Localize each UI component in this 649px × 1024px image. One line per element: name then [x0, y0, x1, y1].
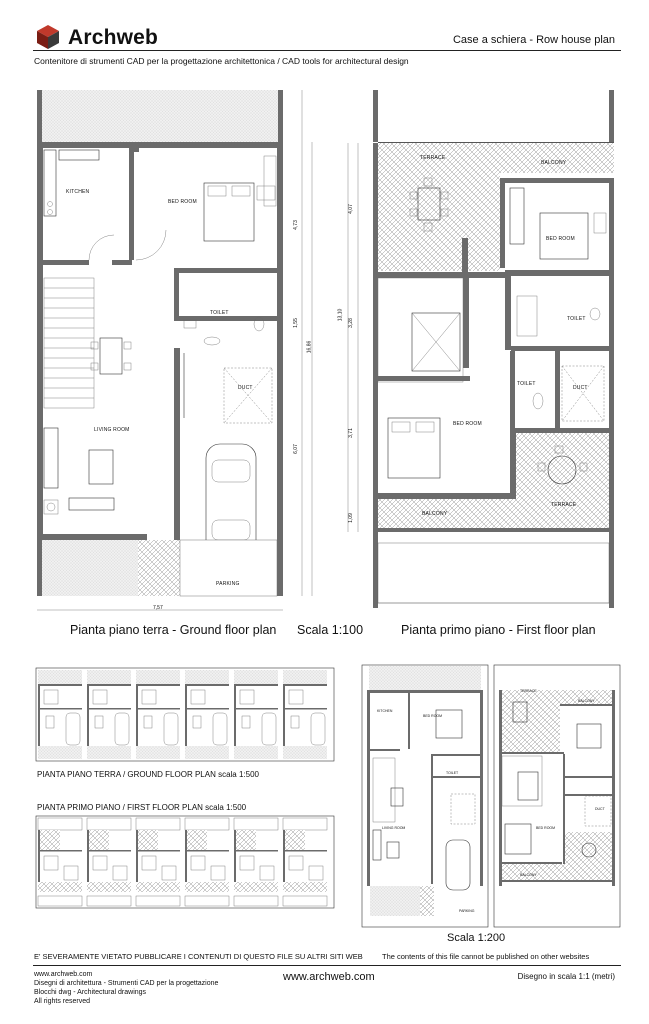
ff-balcony-top-label: BALCONY: [541, 160, 567, 166]
row-first-floor-plan: [36, 816, 336, 911]
ff-terrace-top-label: TERRACE: [420, 155, 446, 161]
ff-toilet-label: TOILET: [567, 316, 586, 322]
footer-line-4: All rights reserved: [34, 998, 91, 1005]
ff-bedroom-right-label: BED ROOM: [546, 236, 575, 242]
ff-balcony-bottom-label: BALCONY: [422, 511, 448, 517]
ff-toilet-center-label: TOILET: [517, 381, 536, 387]
ff-dim-1: 4,07: [347, 204, 354, 214]
footer-website[interactable]: www.archweb.com: [283, 971, 375, 983]
ff-dim-3: 3,71: [347, 428, 354, 438]
header-rule: [33, 50, 621, 51]
archweb-logo: [36, 24, 60, 50]
scale-100-caption: Scala 1:100: [297, 623, 364, 637]
gf200-bedroom-label: BED ROOM: [423, 714, 443, 718]
gf200-living-label: LIVING ROOM: [382, 826, 406, 830]
ground-floor-caption: Pianta piano terra - Ground floor plan: [70, 623, 277, 637]
ground-floor-plan-200: [361, 664, 489, 928]
gf-kitchen-label: KITCHEN: [66, 189, 90, 195]
first-floor-plan-200: [493, 664, 621, 928]
ground-500-caption: PIANTA PIANO TERRA / GROUND FLOOR PLAN scala 1:500: [37, 770, 259, 779]
first-floor-plan: [340, 88, 620, 618]
gf-parking-label: PARKING: [216, 581, 240, 587]
scale-200-caption: Scala 1:200: [447, 932, 506, 944]
ff200-terrace-label: TERRACE: [520, 689, 537, 693]
footer-line-3: Blocchi dwg - Architectural drawings: [34, 989, 147, 996]
notice-italian: E' SEVERAMENTE VIETATO PUBBLICARE I CONTENUTI DI QUESTO FILE SU ALTRI SITI WEB: [34, 952, 363, 961]
gf-total-dim: 16,86: [306, 340, 313, 354]
ff200-bedroom-label: BED ROOM: [536, 826, 556, 830]
ff-total-dim: 13,10: [337, 308, 344, 322]
gf-dim-2: 1,55: [292, 318, 299, 328]
ground-floor-plan: [34, 88, 314, 618]
footer-line-2: Disegni di architettura - Strumenti CAD per la progettazione: [34, 980, 219, 987]
gf-duct-label: DUCT: [238, 385, 253, 391]
gf-living-label: LIVING ROOM: [94, 427, 130, 433]
gf-dim-3: 6,07: [292, 444, 299, 454]
ff-duct-label: DUCT: [573, 385, 588, 391]
gf200-parking-label: PARKING: [459, 909, 475, 913]
ff-terrace-bottom-label: TERRACE: [551, 502, 577, 508]
gf-bedroom-label: BED ROOM: [168, 199, 197, 205]
footer-left: [34, 970, 218, 1006]
gf-toilet-label: TOILET: [210, 310, 229, 316]
first-floor-caption: Pianta primo piano - First floor plan: [401, 623, 596, 637]
footer-scale: Disegno in scala 1:1 (metri): [517, 972, 615, 981]
page-subtitle: Contenitore di strumenti CAD per la progettazione architettonica / CAD tools for architectural design: [34, 56, 409, 66]
gf-dim-1: 4,73: [292, 220, 299, 230]
brand-name: Archweb: [68, 26, 159, 49]
ff200-balcony-label: BALCONY: [578, 699, 595, 703]
row-ground-floor-plan: [36, 668, 336, 763]
gf200-kitchen-label: KITCHEN: [377, 709, 393, 713]
ff-dim-2: 3,28: [347, 318, 354, 328]
page-title: Case a schiera - Row house plan: [452, 34, 615, 46]
first-500-caption: PIANTA PRIMO PIANO / FIRST FLOOR PLAN scala 1:500: [37, 803, 247, 812]
gf200-toilet-label: TOILET: [446, 771, 459, 775]
ff200-balcony-bottom-label: BALCONY: [520, 873, 537, 877]
footer-line-1: www.archweb.com: [34, 971, 93, 978]
logo-cube-icon: [36, 24, 60, 50]
gf-width-dim: 7,57: [153, 605, 163, 611]
notice-english: The contents of this file cannot be published on other websites: [382, 952, 590, 961]
ff-dim-4: 1,09: [347, 513, 354, 523]
ff200-duct-label: DUCT: [595, 807, 605, 811]
footer-rule: [33, 965, 621, 966]
ff-bedroom-main-label: BED ROOM: [453, 421, 482, 427]
